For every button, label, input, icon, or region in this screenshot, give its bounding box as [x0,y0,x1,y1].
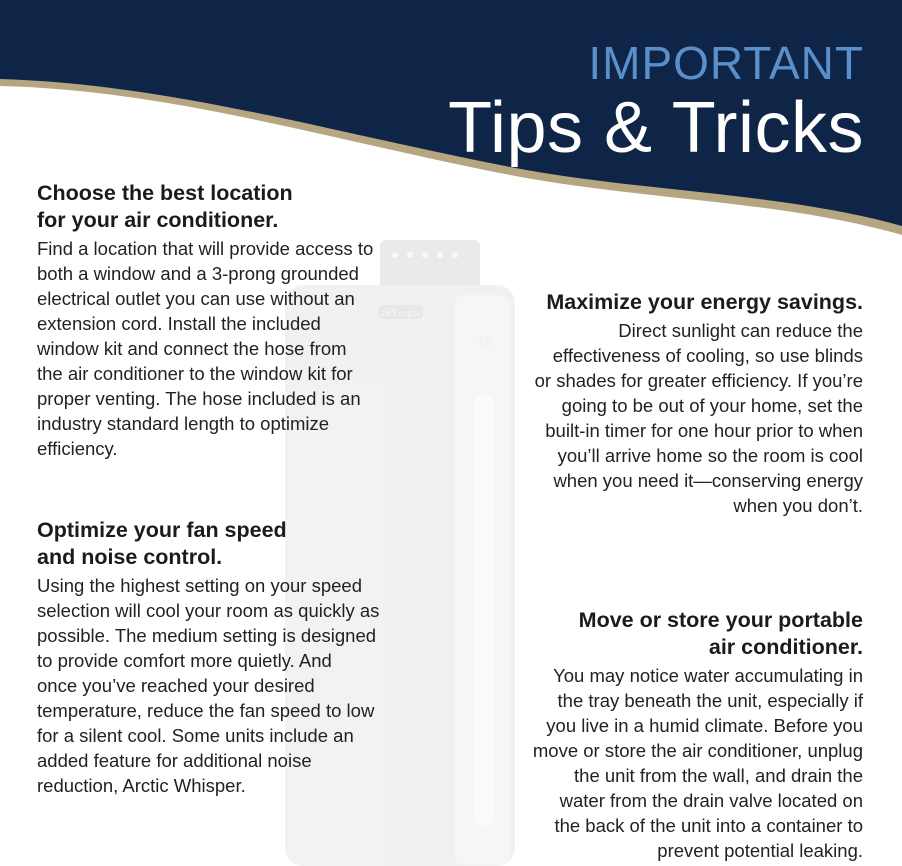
tip-fan-title-line1: Optimize your fan speed [37,518,287,542]
body-line: when you don’t. [733,495,863,516]
body-line: Direct sunlight can reduce the [618,320,863,341]
body-line: effectiveness of cooling, so use blinds [552,345,863,366]
body-line: you’ll arrive home so the room is cool [557,445,863,466]
body-line: window kit and connect the hose from [37,338,347,359]
body-line: move or store the air conditioner, unplug [532,740,863,761]
body-line: when you need it—conserving energy [553,470,863,491]
tip-energy-title [535,289,863,316]
body-line: Find a location that will provide access to [37,238,374,259]
body-line: water from the drain valve located on [559,790,863,811]
tip-move-title [533,607,863,661]
tip-move-body [533,663,863,863]
tip-fan-title [37,517,379,571]
body-line: or shades for greater efficiency. If you’re [534,370,863,391]
tip-location [37,180,373,461]
body-line: you live in a humid climate. Before you [546,715,863,736]
body-line: efficiency. [37,438,118,459]
body-line: possible. The medium setting is designed [37,625,377,646]
tip-fan [37,517,379,798]
body-line: the unit from the wall, and drain the [574,765,863,786]
body-line: prevent potential leaking. [657,840,863,861]
tip-move-title-line2: air conditioner. [708,635,863,659]
body-line: proper venting. The hose included is an [37,388,361,409]
tip-fan-body [37,573,379,798]
tip-location-title-line1: Choose the best location [37,181,293,205]
page-title: Tips & Tricks [448,88,864,168]
body-line: selection will cool your room as quickly as [37,600,380,621]
body-line: added feature for additional noise [37,750,312,771]
tip-location-title [37,180,373,234]
body-line: Using the highest setting on your speed [37,575,362,596]
tip-location-title-line2: for your air conditioner. [37,208,279,232]
tip-energy-title-line1: Maximize your energy savings. [546,290,863,314]
tip-fan-title-line2: and noise control. [37,545,223,569]
tip-move [533,607,863,863]
body-line: both a window and a 3-prong grounded [37,263,359,284]
body-line: for a silent cool. Some units include an [37,725,354,746]
body-line: You may notice water accumulating in [553,665,863,686]
body-line: to provide comfort more quietly. And [37,650,332,671]
tip-location-body [37,236,373,461]
body-line: industry standard length to optimize [37,413,330,434]
tip-energy-body [535,318,863,518]
header-kicker: IMPORTANT [588,37,864,89]
body-line: extension cord. Install the included [37,313,321,334]
body-line: the tray beneath the unit, especially if [557,690,863,711]
tip-move-title-line1: Move or store your portable [578,608,863,632]
body-line: temperature, reduce the fan speed to low [37,700,375,721]
product-brand: De'Longhi [380,308,420,318]
product-display: 72 [478,334,492,348]
tip-energy [535,289,863,518]
body-line: reduction, Arctic Whisper. [37,775,246,796]
body-line: the back of the unit into a container to [554,815,863,836]
body-line: once you’ve reached your desired [37,675,315,696]
body-line: the air conditioner to the window kit for [37,363,353,384]
body-line: built-in timer for one hour prior to when [545,420,863,441]
body-line: going to be out of your home, set the [561,395,863,416]
body-line: electrical outlet you can use without an [37,288,355,309]
